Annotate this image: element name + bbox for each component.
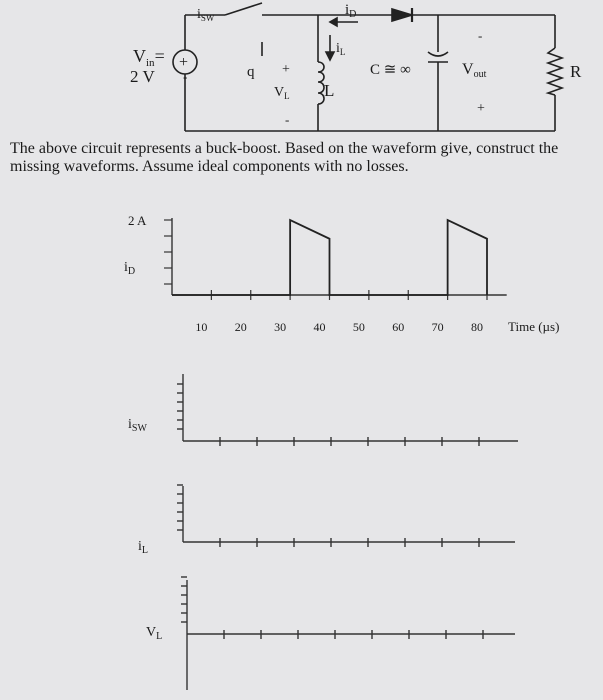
vout-minus: - — [478, 28, 483, 43]
id-ytick-label: 2 A — [128, 213, 147, 228]
source-plus: + — [179, 54, 189, 71]
vl-ylabel: $V_L$ — [146, 625, 163, 642]
vl-minus: - — [285, 112, 290, 127]
id-xtick-label: 60 — [392, 320, 405, 334]
r-label: R — [570, 62, 582, 81]
vl-chart — [0, 574, 603, 694]
id-label: $i_D$ — [345, 2, 357, 20]
isw-label: $i_{SW}$ — [197, 7, 215, 23]
source-minus: - — [183, 69, 188, 84]
id-xtick-label: 40 — [313, 320, 326, 334]
isw-ylabel: $i_{SW}$ — [128, 417, 147, 434]
il-label: $i_L$ — [336, 41, 346, 57]
isw-chart — [0, 368, 603, 468]
id-waveform — [172, 220, 487, 295]
id-xlabel: Time (µs) — [508, 319, 560, 334]
vin-value: 2 V — [130, 67, 155, 86]
c-label: C ≅ ∞ — [370, 62, 411, 78]
id-ylabel: $i_D$ — [124, 260, 136, 277]
vout-label: Vout — [462, 61, 487, 80]
problem-text: The above circuit represents a buck-boost. Based on the waveform give, construct the missing waveforms. Assume ideal components with no losses. — [10, 140, 559, 175]
id-xtick-label: 50 — [352, 320, 365, 334]
vl-label: $V_L$ — [274, 85, 290, 101]
vin-label: $V_{in}=$ — [133, 46, 165, 69]
il-ylabel: $i_L$ — [138, 539, 148, 556]
circuit-labels — [0, 0, 603, 135]
vout-plus: + — [477, 101, 485, 116]
id-xtick-label: 30 — [274, 320, 287, 334]
id-chart — [0, 200, 603, 340]
vl-plus: + — [282, 62, 290, 77]
id-xtick-label: 70 — [431, 320, 444, 334]
l-label: L — [324, 81, 335, 100]
id-xtick-label: 20 — [234, 320, 247, 334]
il-chart — [0, 482, 603, 562]
id-xtick-label: 80 — [471, 320, 483, 334]
q-label: q — [247, 64, 255, 80]
id-xtick-label: 10 — [195, 320, 208, 334]
